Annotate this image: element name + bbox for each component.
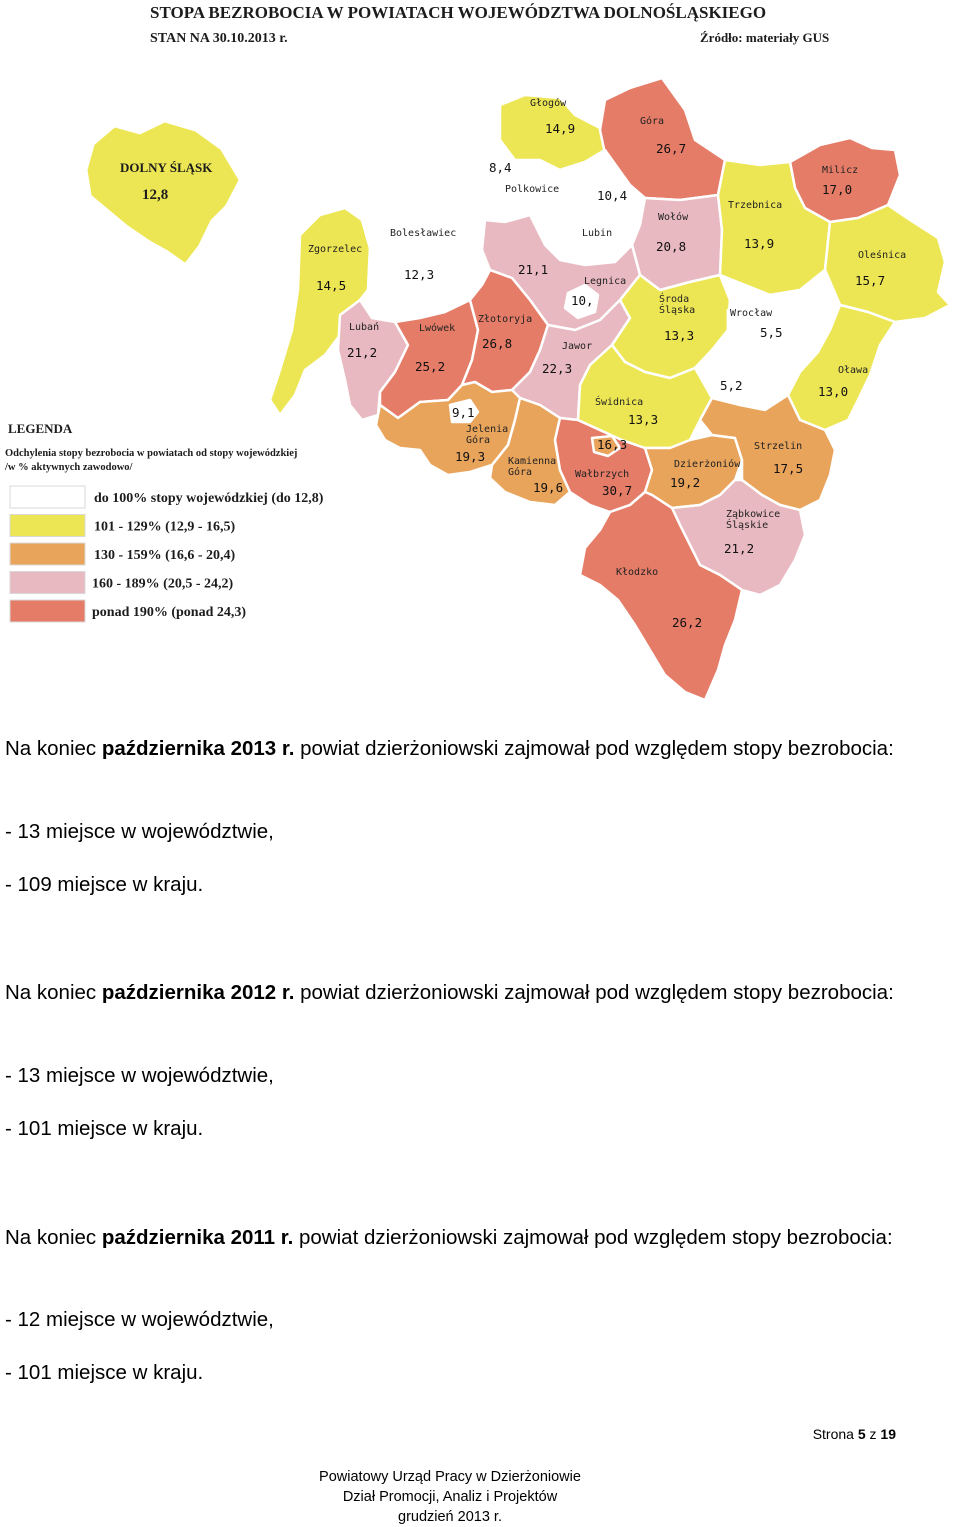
legend-swatch [10, 543, 85, 565]
region-name-label: Legnica [584, 276, 627, 287]
legend-label: do 100% stopy wojewódzkiej (do 12,8) [94, 491, 324, 506]
region-value-label: 5,2 [720, 378, 743, 393]
p2011-post: powiat dzierżoniowski zajmował pod względem stopy bezrobocia: [293, 1226, 893, 1249]
region-value-label: 13,0 [818, 384, 849, 399]
inset-name: DOLNY ŚLĄSK [120, 160, 213, 175]
region-value-label: 21,2 [724, 541, 755, 556]
footer-line-3: grudzień 2013 r. [398, 1509, 502, 1525]
map-source: Źródło: materiały GUS [700, 30, 830, 45]
p2013-post: powiat dzierżoniowski zajmował pod względem stopy bezrobocia: [294, 737, 894, 760]
region-name-label: Polkowice [505, 184, 560, 195]
page-number [813, 1426, 896, 1442]
region-name-label: Lwówek [419, 323, 456, 334]
region-value-label: 12,3 [404, 267, 435, 282]
region-name-label: Ząbkowice [726, 509, 781, 520]
region-name-label: Góra [508, 467, 533, 478]
page-number-current: 5 [857, 1426, 866, 1442]
region-name-label: Oława [838, 365, 869, 376]
region-name-label: Świdnica [595, 397, 644, 408]
region-value-label: 5,5 [760, 325, 783, 340]
map-date: STAN NA 30.10.2013 r. [150, 31, 288, 46]
region-value-label: 9,1 [452, 405, 475, 420]
region-value-label: 26,7 [656, 141, 687, 156]
map-title: STOPA BEZROBOCIA W POWIATACH WOJEWÓDZTWA DOLNOŚLĄSKIEGO [150, 3, 767, 22]
region-olesnica [825, 205, 950, 322]
region-name-label: Lubań [349, 322, 380, 333]
region-name-label: Lubin [582, 228, 613, 239]
region-value-label: 19,3 [455, 449, 486, 464]
region-value-label: 10, [571, 293, 594, 308]
region-name-label: Jelenia [466, 424, 509, 435]
p2012-region-rank: - 13 miejsce w województwie, [5, 1064, 274, 1087]
p2013-bold: października 2013 r. [101, 737, 295, 760]
legend-swatch [10, 486, 85, 508]
p2013-region-rank: - 13 miejsce w województwie, [5, 820, 274, 843]
region-value-label: 19,6 [533, 480, 564, 495]
legend-subtitle-1: Odchylenia stopy bezrobocia w powiatach od stopy wojewódzkiej [5, 448, 298, 459]
p2011-pre: Na koniec [5, 1226, 102, 1249]
p2011-bold: października 2011 r. [101, 1226, 294, 1249]
p2011-country-rank: - 101 miejsce w kraju. [5, 1361, 204, 1384]
region-name-label: Góra [466, 435, 491, 446]
map-svg [0, 0, 960, 710]
footer-line-1: Powiatowy Urząd Pracy w Dzierżoniowie [319, 1469, 581, 1485]
region-name-label: Śląska [659, 305, 696, 316]
legend-label: 130 - 159% (16,6 - 20,4) [94, 548, 236, 563]
p2012-country-rank: - 101 miejsce w kraju. [5, 1117, 204, 1140]
region-value-label: 16,3 [597, 437, 628, 452]
region-value-label: 26,8 [482, 336, 513, 351]
legend-label: ponad 190% (ponad 24,3) [92, 605, 247, 620]
region-name-label: Kamienna [508, 456, 557, 467]
region-name-label: Trzebnica [728, 200, 783, 211]
region-value-label: 30,7 [602, 483, 633, 498]
legend-subtitle-2: /w % aktywnych zawodowo/ [5, 462, 133, 473]
region-name-label: Milicz [822, 165, 859, 176]
region-value-label: 22,3 [542, 361, 573, 376]
region-value-label: 17,0 [822, 182, 853, 197]
region-name-label: Oleśnica [858, 250, 907, 261]
footer [0, 1467, 900, 1527]
region-value-label: 21,1 [518, 262, 549, 277]
region-value-label: 25,2 [415, 359, 446, 374]
paragraph-2011 [5, 1221, 905, 1254]
region-value-label: 13,3 [664, 328, 695, 343]
page-number-total: 19 [880, 1426, 896, 1442]
p2012-post: powiat dzierżoniowski zajmował pod względem stopy bezrobocia: [294, 981, 894, 1004]
legend-swatch [10, 515, 85, 537]
region-name-label: Dzierżoniów [674, 459, 741, 470]
legend-label: 160 - 189% (20,5 - 24,2) [92, 576, 234, 592]
region-value-label: 8,4 [489, 160, 512, 175]
region-value-label: 19,2 [670, 475, 701, 490]
region-value-label: 21,2 [347, 345, 378, 360]
p2012-bold: października 2012 r. [101, 981, 295, 1004]
paragraph-2013 [5, 732, 905, 765]
footer-line-2: Dział Promocji, Analiz i Projektów [342, 1489, 558, 1505]
region-name-label: Strzelin [754, 441, 803, 452]
region-name-label: Środa [659, 294, 690, 305]
page-number-sep: z [865, 1426, 881, 1442]
region-value-label: 13,9 [744, 236, 775, 251]
p2013-country-rank: - 109 miejsce w kraju. [5, 873, 204, 896]
region-name-label: Śląskie [726, 520, 769, 531]
legend-swatch [10, 600, 85, 622]
region-name-label: Głogów [530, 98, 567, 109]
region-name-label: Kłodzko [616, 567, 659, 578]
region-value-label: 13,3 [628, 412, 659, 427]
page-number-prefix: Strona [812, 1426, 858, 1442]
legend-heading: LEGENDA [8, 421, 73, 436]
region-name-label: Wołów [658, 212, 689, 223]
region-value-label: 10,4 [597, 188, 628, 203]
region-value-label: 17,5 [773, 461, 804, 476]
region-name-label: Wrocław [730, 308, 773, 319]
region-name-label: Złotoryja [478, 314, 533, 325]
region-value-label: 15,7 [855, 273, 886, 288]
region-value-label: 14,9 [545, 121, 576, 136]
region-name-label: Zgorzelec [308, 244, 363, 255]
region-name-label: Wałbrzych [575, 469, 630, 480]
region-name-label: Jawor [562, 341, 593, 352]
p2011-region-rank: - 12 miejsce w województwie, [5, 1308, 274, 1331]
region-name-label: Bolesławiec [390, 228, 457, 239]
region-name-label: Góra [640, 116, 665, 127]
legend-swatch [10, 572, 85, 594]
paragraph-2012 [5, 976, 905, 1009]
legend [4, 421, 324, 622]
region-value-label: 14,5 [316, 278, 347, 293]
legend-label: 101 - 129% (12,9 - 16,5) [94, 519, 236, 535]
inset-value: 12,8 [142, 187, 169, 203]
region-value-label: 20,8 [656, 239, 687, 254]
p2013-pre: Na koniec [5, 737, 102, 760]
unemployment-map [0, 0, 960, 710]
p2012-pre: Na koniec [5, 981, 102, 1004]
region-value-label: 26,2 [672, 615, 703, 630]
